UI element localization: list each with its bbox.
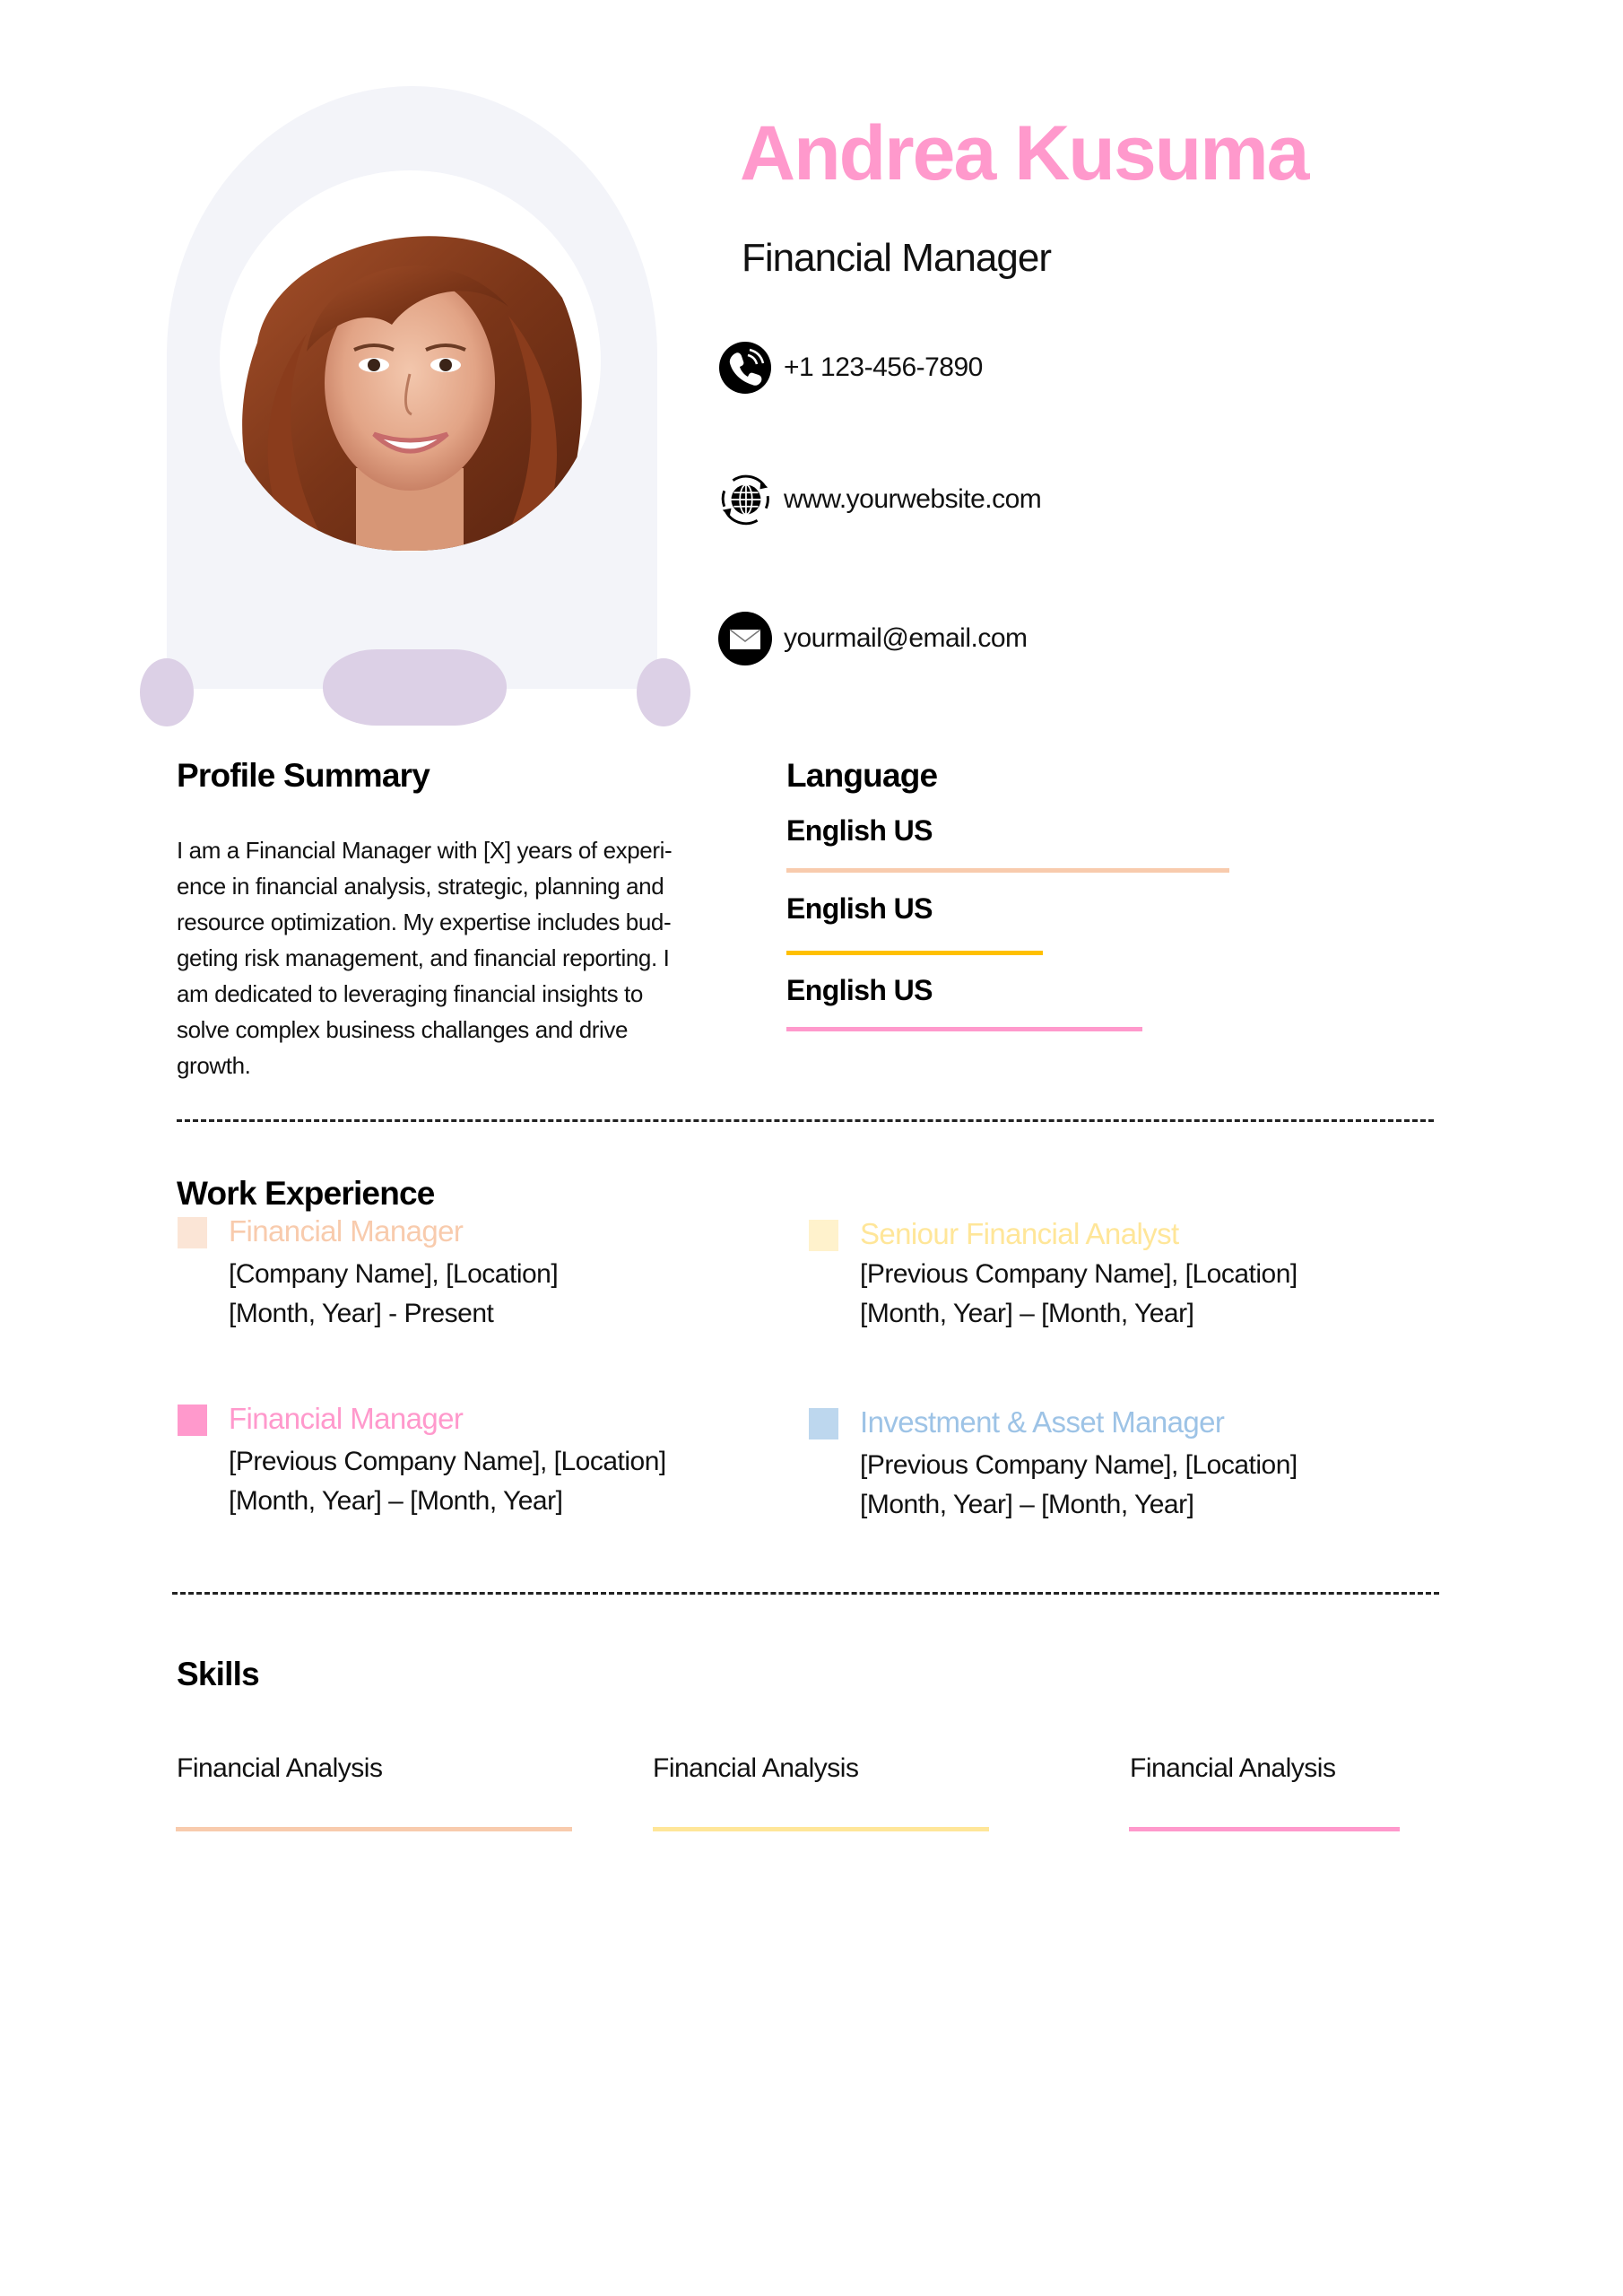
summary-line: geting risk management, and financial reporting. I: [177, 944, 670, 971]
summary-line: ence in financial analysis, strategic, planning and: [177, 873, 664, 900]
job-dates: [Month, Year] – [Month, Year]: [860, 1490, 1194, 1519]
contact-email[interactable]: [717, 610, 1028, 667]
decor-dot-left: [140, 658, 194, 726]
decor-pill-center: [323, 649, 507, 726]
job-company: [Previous Company Name], [Location]: [860, 1259, 1298, 1289]
language-heading: Language: [786, 757, 938, 794]
job-title: Financial Manager: [229, 1402, 464, 1435]
summary-line: solve complex business challanges and drive: [177, 1016, 629, 1043]
job-title: Financial Manager: [229, 1214, 464, 1248]
skills-heading: Skills: [177, 1656, 259, 1692]
contact-website[interactable]: [717, 471, 1041, 528]
language-level-bar: [786, 1027, 1142, 1031]
job-company: [Previous Company Name], [Location]: [229, 1447, 666, 1476]
section-divider: [172, 1592, 1439, 1595]
profile-photo: [221, 199, 598, 551]
contact-website-value[interactable]: www.yourwebsite.com: [784, 484, 1042, 514]
contact-phone-value: +1 123-456-7890: [784, 352, 983, 382]
job-dates: [Month, Year] – [Month, Year]: [229, 1486, 563, 1516]
summary-line: am dedicated to leveraging financial insights to: [177, 980, 643, 1007]
contact-phone: [717, 339, 983, 396]
language-label: English US: [786, 892, 933, 925]
summary-line: I am a Financial Manager with [X] years of experi-: [177, 837, 673, 864]
job-color-marker: [178, 1217, 207, 1248]
profile-summary-heading: Profile Summary: [177, 757, 430, 794]
job-title: Seniour Financial Analyst: [860, 1217, 1179, 1250]
language-label: English US: [786, 814, 933, 847]
job-color-marker: [809, 1220, 838, 1251]
phone-icon: [717, 340, 773, 396]
language-level-bar: [786, 951, 1043, 955]
summary-line: growth.: [177, 1052, 251, 1079]
globe-icon: [717, 472, 773, 527]
job-company: [Company Name], [Location]: [229, 1259, 559, 1289]
skill-level-bar: [1129, 1827, 1400, 1831]
language-level-bar: [786, 868, 1229, 873]
section-divider: [177, 1119, 1434, 1122]
skill-level-bar: [176, 1827, 572, 1831]
job-dates: [Month, Year] - Present: [229, 1299, 494, 1328]
job-company: [Previous Company Name], [Location]: [860, 1450, 1298, 1480]
job-color-marker: [178, 1405, 207, 1436]
candidate-role: Financial Manager: [742, 236, 1051, 280]
skill-label: Financial Analysis: [653, 1753, 859, 1783]
profile-summary-text: [177, 832, 751, 1083]
skill-label: Financial Analysis: [177, 1753, 383, 1783]
skill-label: Financial Analysis: [1130, 1753, 1336, 1783]
contact-email-value[interactable]: yourmail@email.com: [784, 623, 1028, 653]
summary-line: resource optimization. My expertise includes bud-: [177, 909, 672, 935]
candidate-name: Andrea Kusuma: [740, 110, 1308, 196]
job-dates: [Month, Year] – [Month, Year]: [860, 1299, 1194, 1328]
work-experience-heading: Work Experience: [177, 1175, 435, 1212]
job-color-marker: [809, 1408, 838, 1439]
mail-icon: [717, 611, 773, 666]
skill-level-bar: [653, 1827, 989, 1831]
language-label: English US: [786, 974, 933, 1006]
decor-dot-right: [637, 658, 690, 726]
job-title: Investment & Asset Manager: [860, 1405, 1225, 1439]
